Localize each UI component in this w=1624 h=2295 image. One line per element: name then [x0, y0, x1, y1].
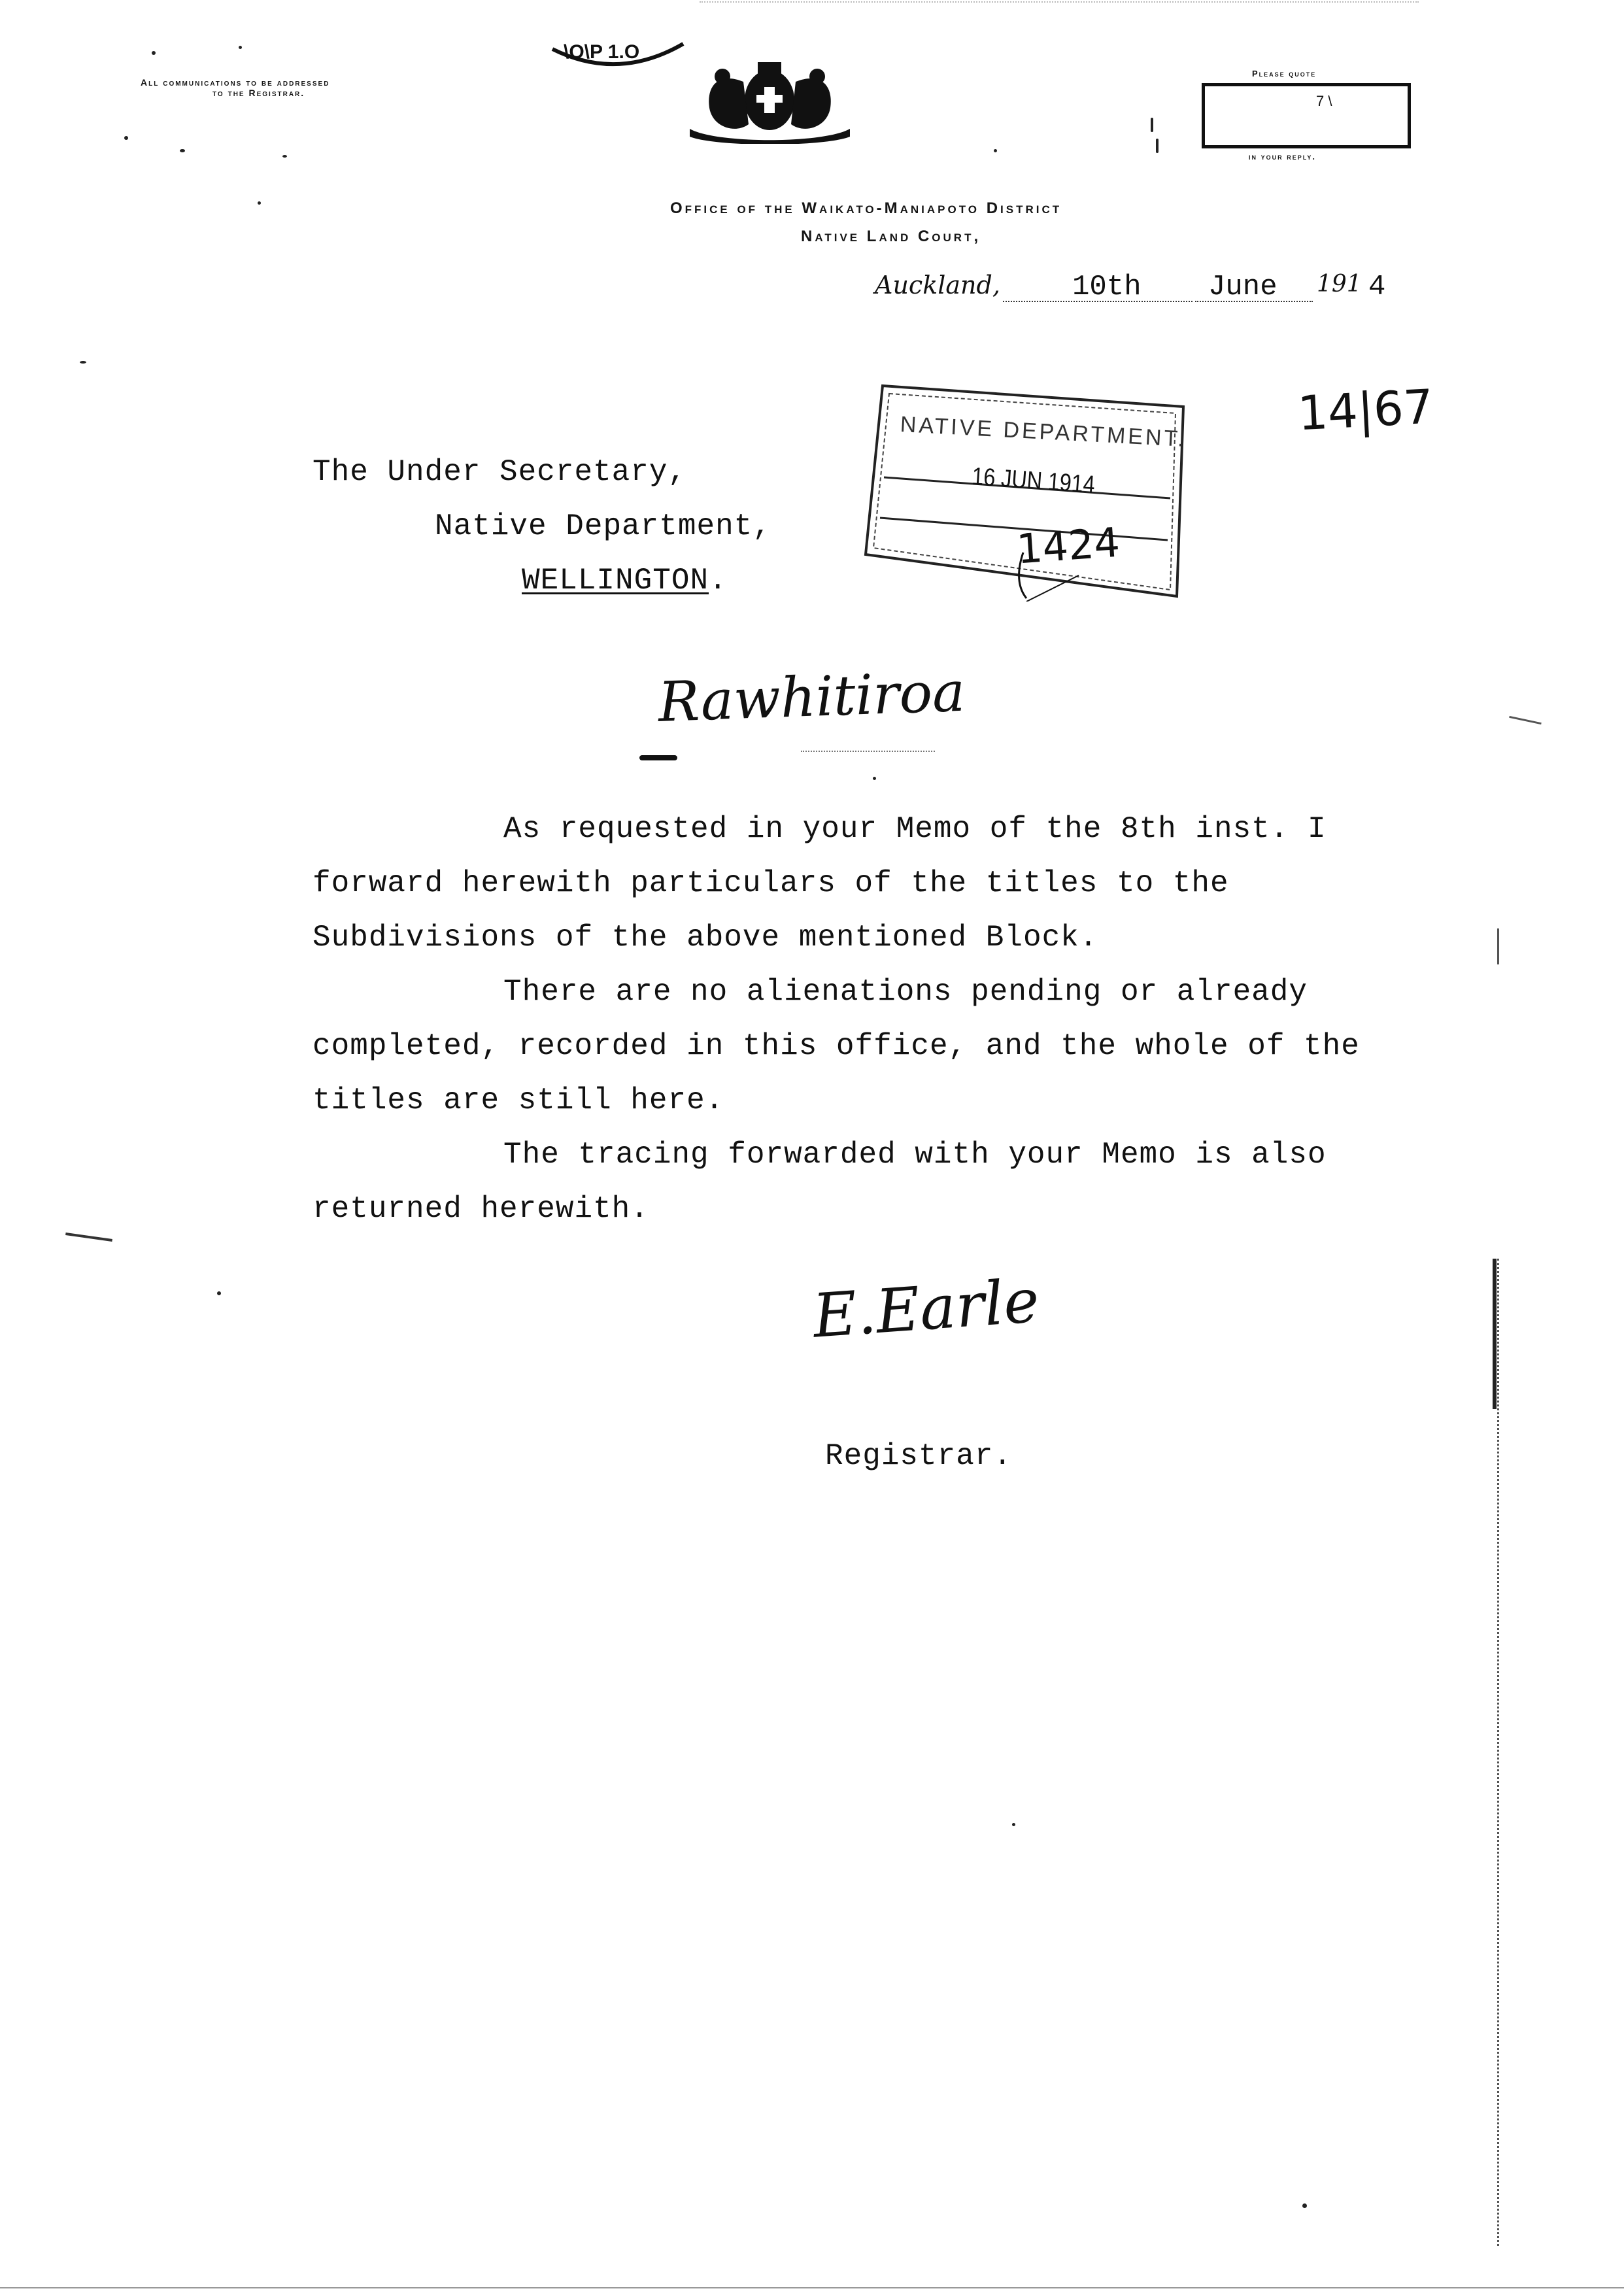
speck [1012, 1823, 1015, 1826]
date-month: June [1208, 271, 1277, 303]
margin-mark [65, 1232, 112, 1242]
speck [152, 51, 156, 55]
speck [258, 201, 261, 205]
body-p2-line3: titles are still here. [313, 1083, 724, 1117]
date-year-prefix: 191 [1317, 271, 1362, 298]
date-year-suffix: 4 [1368, 271, 1386, 303]
stamp-date: 16 JUN 1914 [971, 463, 1096, 500]
crest-icon [683, 56, 856, 144]
communications-line-2: to the Registrar. [212, 88, 305, 98]
speck [239, 46, 242, 49]
in-your-reply-label: in your reply. [1249, 152, 1317, 162]
addressee-city: WELLINGTON [522, 564, 709, 598]
communications-note [141, 77, 330, 98]
body-p1-line3: Subdivisions of the above mentioned Block. [313, 921, 1098, 955]
please-quote-block [1196, 69, 1415, 167]
body-p3-line1: The tracing forwarded with your Memo is also [503, 1138, 1327, 1172]
communications-line-1: All communications to be addressed [141, 77, 330, 88]
body-p2-line2: completed, recorded in this office, and the whole of the [313, 1029, 1360, 1063]
body-p1-line1: As requested in your Memo of the 8th inst. I [503, 812, 1327, 846]
right-edge-mark [1493, 1259, 1497, 1409]
right-edge-mark [1497, 1259, 1502, 2246]
speck [1151, 118, 1153, 132]
subject-underline-mark [639, 755, 677, 760]
please-quote-label: Please quote [1252, 69, 1317, 78]
speck [873, 777, 876, 780]
subject-handwritten: Rawhitiroa [657, 659, 966, 734]
stamp-department: NATIVE DEPARTMENT. [900, 412, 1187, 452]
signature: E.Earle [811, 1265, 1041, 1352]
date-day: 10th [1072, 271, 1142, 303]
margin-mark [1509, 716, 1542, 724]
coat-of-arms-emblem [683, 56, 856, 144]
addressee-line-2: Native Department, [435, 509, 771, 543]
addressee-line-3 [522, 553, 728, 608]
right-edge-mark [1497, 928, 1499, 964]
speck [124, 136, 128, 140]
reference-box-marks: 7 \ [1316, 93, 1332, 109]
signatory-title: Registrar. [825, 1439, 1013, 1473]
office-heading-line-1: Office of the Waikato-Maniapoto District [670, 199, 1062, 217]
top-edge-line [700, 1, 1419, 3]
speck [80, 361, 86, 364]
subject-dotted-mark [801, 751, 935, 752]
office-heading-line-2: Native Land Court, [801, 228, 981, 245]
speck [1302, 2203, 1307, 2208]
speck [1156, 139, 1159, 153]
speck [180, 149, 185, 152]
body-p2-line1: There are no alienations pending or already [503, 975, 1308, 1009]
date-line [875, 268, 1398, 307]
speck [282, 155, 287, 158]
stamp-registry-number: 1424 [1015, 518, 1122, 573]
addressee-city-punct: . [709, 564, 728, 598]
stamp-fragment [549, 36, 686, 75]
date-leader-2 [1195, 301, 1313, 302]
speck [217, 1291, 221, 1295]
bottom-edge-line [0, 2287, 1624, 2288]
file-number-annotation: 14|67 [1296, 379, 1435, 441]
stamp-fragment-text: \O\P 1.O [564, 41, 640, 63]
place-name: Auckland, [875, 271, 1000, 299]
addressee-line-1: The Under Secretary, [313, 455, 687, 489]
received-stamp [863, 379, 1190, 602]
body-p1-line2: forward herewith particulars of the titles to the [313, 866, 1229, 900]
reference-box [1202, 83, 1411, 148]
body-p3-line2: returned herewith. [313, 1192, 649, 1226]
speck [994, 149, 997, 152]
